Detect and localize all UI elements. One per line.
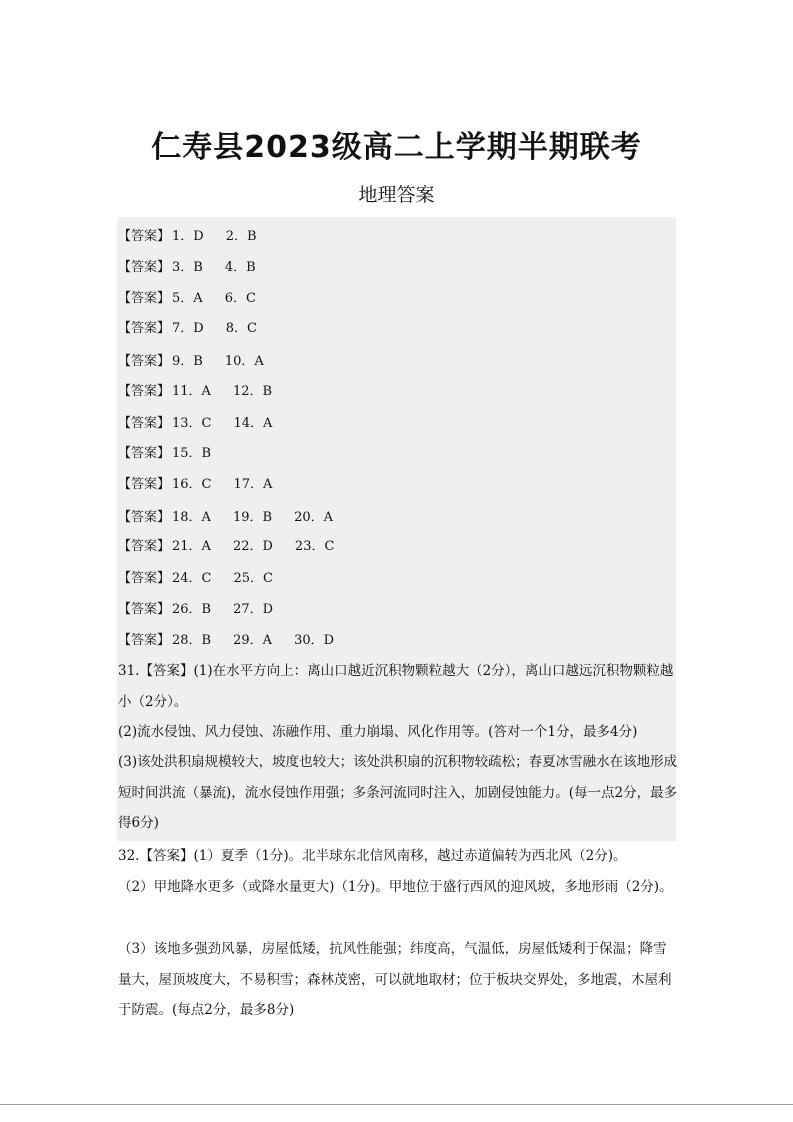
q31-part2: (2)流水侵蚀、风力侵蚀、冻融作用、重力崩塌、风化作用等。(答对一个1分，最多4分)	[118, 724, 638, 740]
answer-item: 18．A	[172, 510, 211, 525]
answer-tag: 【答案】	[118, 416, 171, 431]
answer-row	[118, 598, 295, 617]
answer-item: 7．D	[172, 321, 204, 336]
q32-part1: 32.【答案】(1）夏季（1分)。北半球东北信风南移，越过赤道偏转为西北风（2分)。	[118, 848, 627, 864]
answer-item: 16．C	[172, 477, 212, 492]
q31-part3: (3)该处洪积扇规模较大，坡度也较大；该处洪积扇的沉积物较疏松；春夏冰雪融水在该地形成短时间洪流（暴流)，流水侵蚀作用强；多条河流同时注入，加剧侵蚀能力。(每一点2分，最多得6分)	[118, 754, 678, 831]
answer-row	[118, 442, 233, 461]
answer-item: 8．C	[225, 321, 257, 336]
answer-row	[118, 225, 279, 244]
answer-row	[118, 287, 278, 306]
answer-row	[118, 256, 278, 275]
answer-item: 27．D	[233, 602, 274, 617]
answer-tag: 【答案】	[118, 602, 171, 617]
answer-item: 9．B	[172, 354, 203, 369]
answer-item: 17．A	[233, 477, 273, 492]
answer-row	[118, 506, 355, 525]
answer-item: 12．B	[232, 384, 273, 399]
q31-part1: 31.【答案】(1)在水平方向上：离山口越近沉积物颗粒越大（2分），离山口越远沉积物颗粒越小（2分）。	[118, 663, 674, 710]
answer-item: 15．B	[172, 446, 212, 461]
answer-item: 1．D	[172, 229, 204, 244]
answer-item: 4．B	[224, 260, 256, 275]
answer-tag: 【答案】	[118, 291, 171, 306]
q32-part3: （3）该地多强劲风暴，房屋低矮，抗风性能强；纬度高，气温低，房屋低矮利于保温；降雪量大，屋顶坡度大，不易积雪；森林茂密，可以就地取材；位于板块交界处，多地震，木屋利于防震。(每点2分，最多8分)	[118, 941, 672, 1018]
answer-item: 3．B	[172, 260, 203, 275]
answer-row	[118, 350, 286, 369]
answer-tag: 【答案】	[118, 510, 171, 525]
answer-item: 29．A	[233, 633, 273, 648]
answer-item: 22．D	[232, 539, 273, 554]
answer-item: 25．C	[233, 571, 274, 586]
bottom-rule	[0, 1104, 793, 1105]
answer-item: 21．A	[172, 539, 211, 554]
answer-row	[118, 567, 295, 586]
answer-item: 20．A	[294, 510, 333, 525]
answer-tag: 【答案】	[118, 477, 171, 492]
answer-item: 11．A	[172, 384, 211, 399]
answer-item: 13．C	[172, 416, 212, 431]
answer-tag: 【答案】	[118, 446, 171, 461]
answer-tag: 【答案】	[118, 571, 171, 586]
answer-tag: 【答案】	[118, 539, 171, 554]
answer-item: 6．C	[224, 291, 256, 306]
answer-item: 14．A	[233, 416, 273, 431]
answer-row	[118, 380, 294, 399]
answer-tag: 【答案】	[118, 321, 171, 336]
answer-item: 30．D	[294, 633, 335, 648]
answer-row	[118, 473, 294, 492]
answer-item: 2．B	[225, 229, 257, 244]
page-subtitle: 地理答案	[358, 184, 435, 206]
answer-item: 28．B	[172, 633, 212, 648]
answer-row	[118, 412, 294, 431]
answer-row	[118, 535, 356, 554]
answer-row	[118, 629, 356, 648]
answer-item: 5．A	[172, 291, 203, 306]
answer-tag: 【答案】	[118, 633, 171, 648]
answer-row	[118, 317, 279, 336]
answer-item: 24．C	[172, 571, 212, 586]
answer-item: 23．C	[294, 539, 335, 554]
answer-tag: 【答案】	[118, 229, 171, 244]
answer-item: 19．B	[232, 510, 273, 525]
answer-item: 26．B	[172, 602, 212, 617]
page-title: 仁寿县2023级高二上学期半期联考	[151, 130, 642, 165]
q32-part2: （2）甲地降水更多（或降水量更大)（1分)。甲地位于盛行西风的迎风坡，多地形雨（2分)。	[118, 879, 673, 895]
answer-tag: 【答案】	[118, 354, 171, 369]
answer-tag: 【答案】	[118, 260, 171, 275]
answer-item: 10．A	[224, 354, 264, 369]
answer-tag: 【答案】	[118, 384, 171, 399]
